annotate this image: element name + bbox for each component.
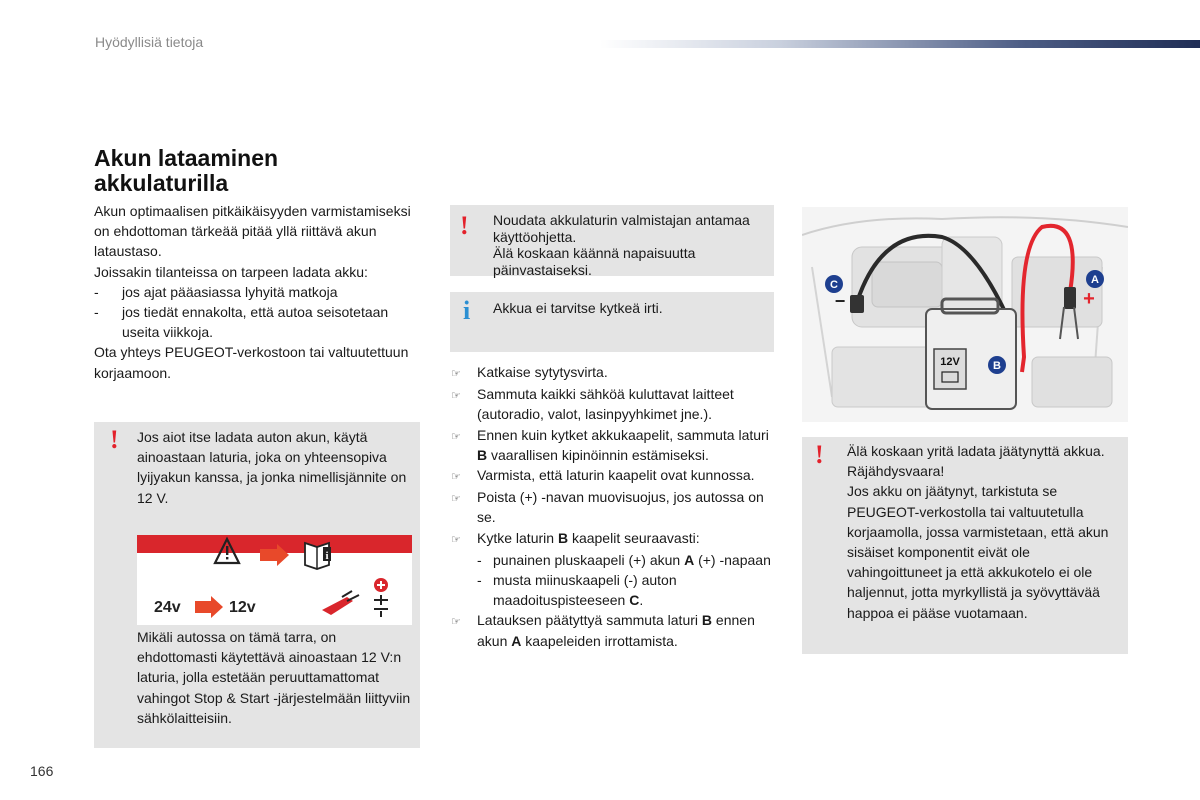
warning-text: Jos aiot itse ladata auton akun, käytä ainoastaan laturia, joka on yhteensopiva lyijyakun kanssa, ja jonka nimellisjännite on 12 V. (137, 429, 407, 506)
arrow-icon (195, 596, 223, 618)
warning-box-frozen-battery (802, 437, 1128, 654)
step-item: ☞ Katkaise sytytysvirta. (451, 362, 776, 384)
intro-text (94, 201, 424, 383)
svg-text:A: A (1091, 274, 1099, 286)
minus-sign: − (834, 291, 846, 311)
engine-bay-illustration (802, 207, 1128, 422)
info-icon: i (463, 296, 471, 325)
svg-text:C: C (830, 279, 838, 291)
step-bullet-icon: ☞ (451, 533, 461, 546)
warning-text: Noudata akkulaturin valmistajan antamaa käyttöohjetta. Älä koskaan käännä napaisuutta päinvastaiseksi. (493, 212, 750, 278)
sticker-24v: 24v (154, 599, 181, 616)
sub-step-item: - punainen pluskaapeli (+) akun A (+) -napaan (477, 551, 771, 568)
svg-text:B: B (993, 360, 1001, 372)
warning-box-charger (94, 422, 420, 748)
warning-icon: ! (815, 440, 824, 469)
page-title (94, 146, 278, 196)
sticker-graphic (137, 535, 412, 625)
intro-paragraph-3: Ota yhteys PEUGEOT-verkostoon tai valtuutettuun korjaamoon. (94, 344, 409, 381)
info-box (450, 292, 774, 352)
step-item: ☞ Varmista, että laturin kaapelit ovat kunnossa. (451, 465, 776, 487)
intro-paragraph-2: Joissakin tilanteissa on tarpeen ladata akku: (94, 263, 368, 280)
sub-step-item: - musta miinuskaapeli (-) auton maadoituspisteeseen C. (477, 572, 677, 609)
step-item: ☞ Kytke laturin B kaapelit seuraavasti: (451, 528, 776, 550)
step-item: ☞ Latauksen päätyttyä sammuta laturi B ennen akun A kaapeleiden irrottamista. (451, 610, 776, 650)
page-number: 166 (30, 763, 54, 779)
step-item: ☞ Ennen kuin kytket akkukaapelit, sammuta laturi B vaarallisen kipinöinnin estämiseksi. (451, 425, 776, 465)
sticker-12v: 12v (229, 599, 256, 616)
section-title: Hyödyllisiä tietoja (95, 34, 204, 50)
charger-voltage-label: 12V (940, 356, 960, 368)
step-item: ☞ Poista (+) -navan muovisuojus, jos autossa on se. (451, 487, 776, 527)
charger-connection-diagram (802, 207, 1128, 422)
header-gradient-bar (600, 40, 1200, 48)
warning-text: Älä koskaan yritä ladata jäätynyttä akkua. Räjähdysvaara! Jos akku on jäätynyt, tarkistuta se PEUGEOT-verkostolla tai valtuutetulla korjaamolla, jossa varmistetaan, että akun sisäiset komponentit eivät ole vahingoittuneet ja että akkukotelo ei ole haljennut, jotta myrkyllistä ja syövyttävää happoa ei pääse vuotamaan. (847, 443, 1109, 621)
intro-list-item: - jos ajat pääasiassa lyhyitä matkoja (94, 283, 338, 300)
warning-sticker (137, 535, 412, 625)
warning-icon: ! (460, 211, 469, 240)
intro-paragraph-1: Akun optimaalisen pitkäikäisyyden varmistamiseksi on ehdottoman tärkeää pitää yllä riittävä akun lataustaso. (94, 203, 411, 260)
step-bullet-icon: ☞ (451, 616, 461, 629)
plus-sign: + (1083, 288, 1095, 310)
step-bullet-icon: ☞ (451, 471, 461, 484)
sticker-caption: Mikäli autossa on tämä tarra, on ehdottomasti käytettävä ainoastaan 12 V:n laturia, jolla estetään peruuttamattomat vahingot Stop & Start -järjestelmään liittyviin sähkölaitteisiin. (137, 629, 411, 726)
svg-text:i: i (325, 550, 329, 562)
warning-box-instructions (450, 205, 774, 276)
intro-list-item: - jos tiedät ennakolta, että autoa seisotetaan useita viikkoja. (94, 304, 389, 341)
title-line-1: Akun lataaminen (94, 145, 279, 171)
info-text: Akkua ei tarvitse kytkeä irti. (493, 300, 663, 316)
title-line-2: akkulaturilla (94, 170, 229, 196)
step-item: ☞ Sammuta kaikki sähköä kuluttavat laitteet (autoradio, valot, lasinpyyhkimet jne.). (451, 384, 776, 424)
step-bullet-icon: ☞ (451, 368, 461, 380)
step-bullet-icon: ☞ (451, 493, 461, 506)
warning-icon: ! (110, 425, 119, 454)
procedure-steps (451, 362, 776, 651)
step-bullet-icon: ☞ (451, 390, 461, 403)
step-bullet-icon: ☞ (451, 430, 461, 443)
